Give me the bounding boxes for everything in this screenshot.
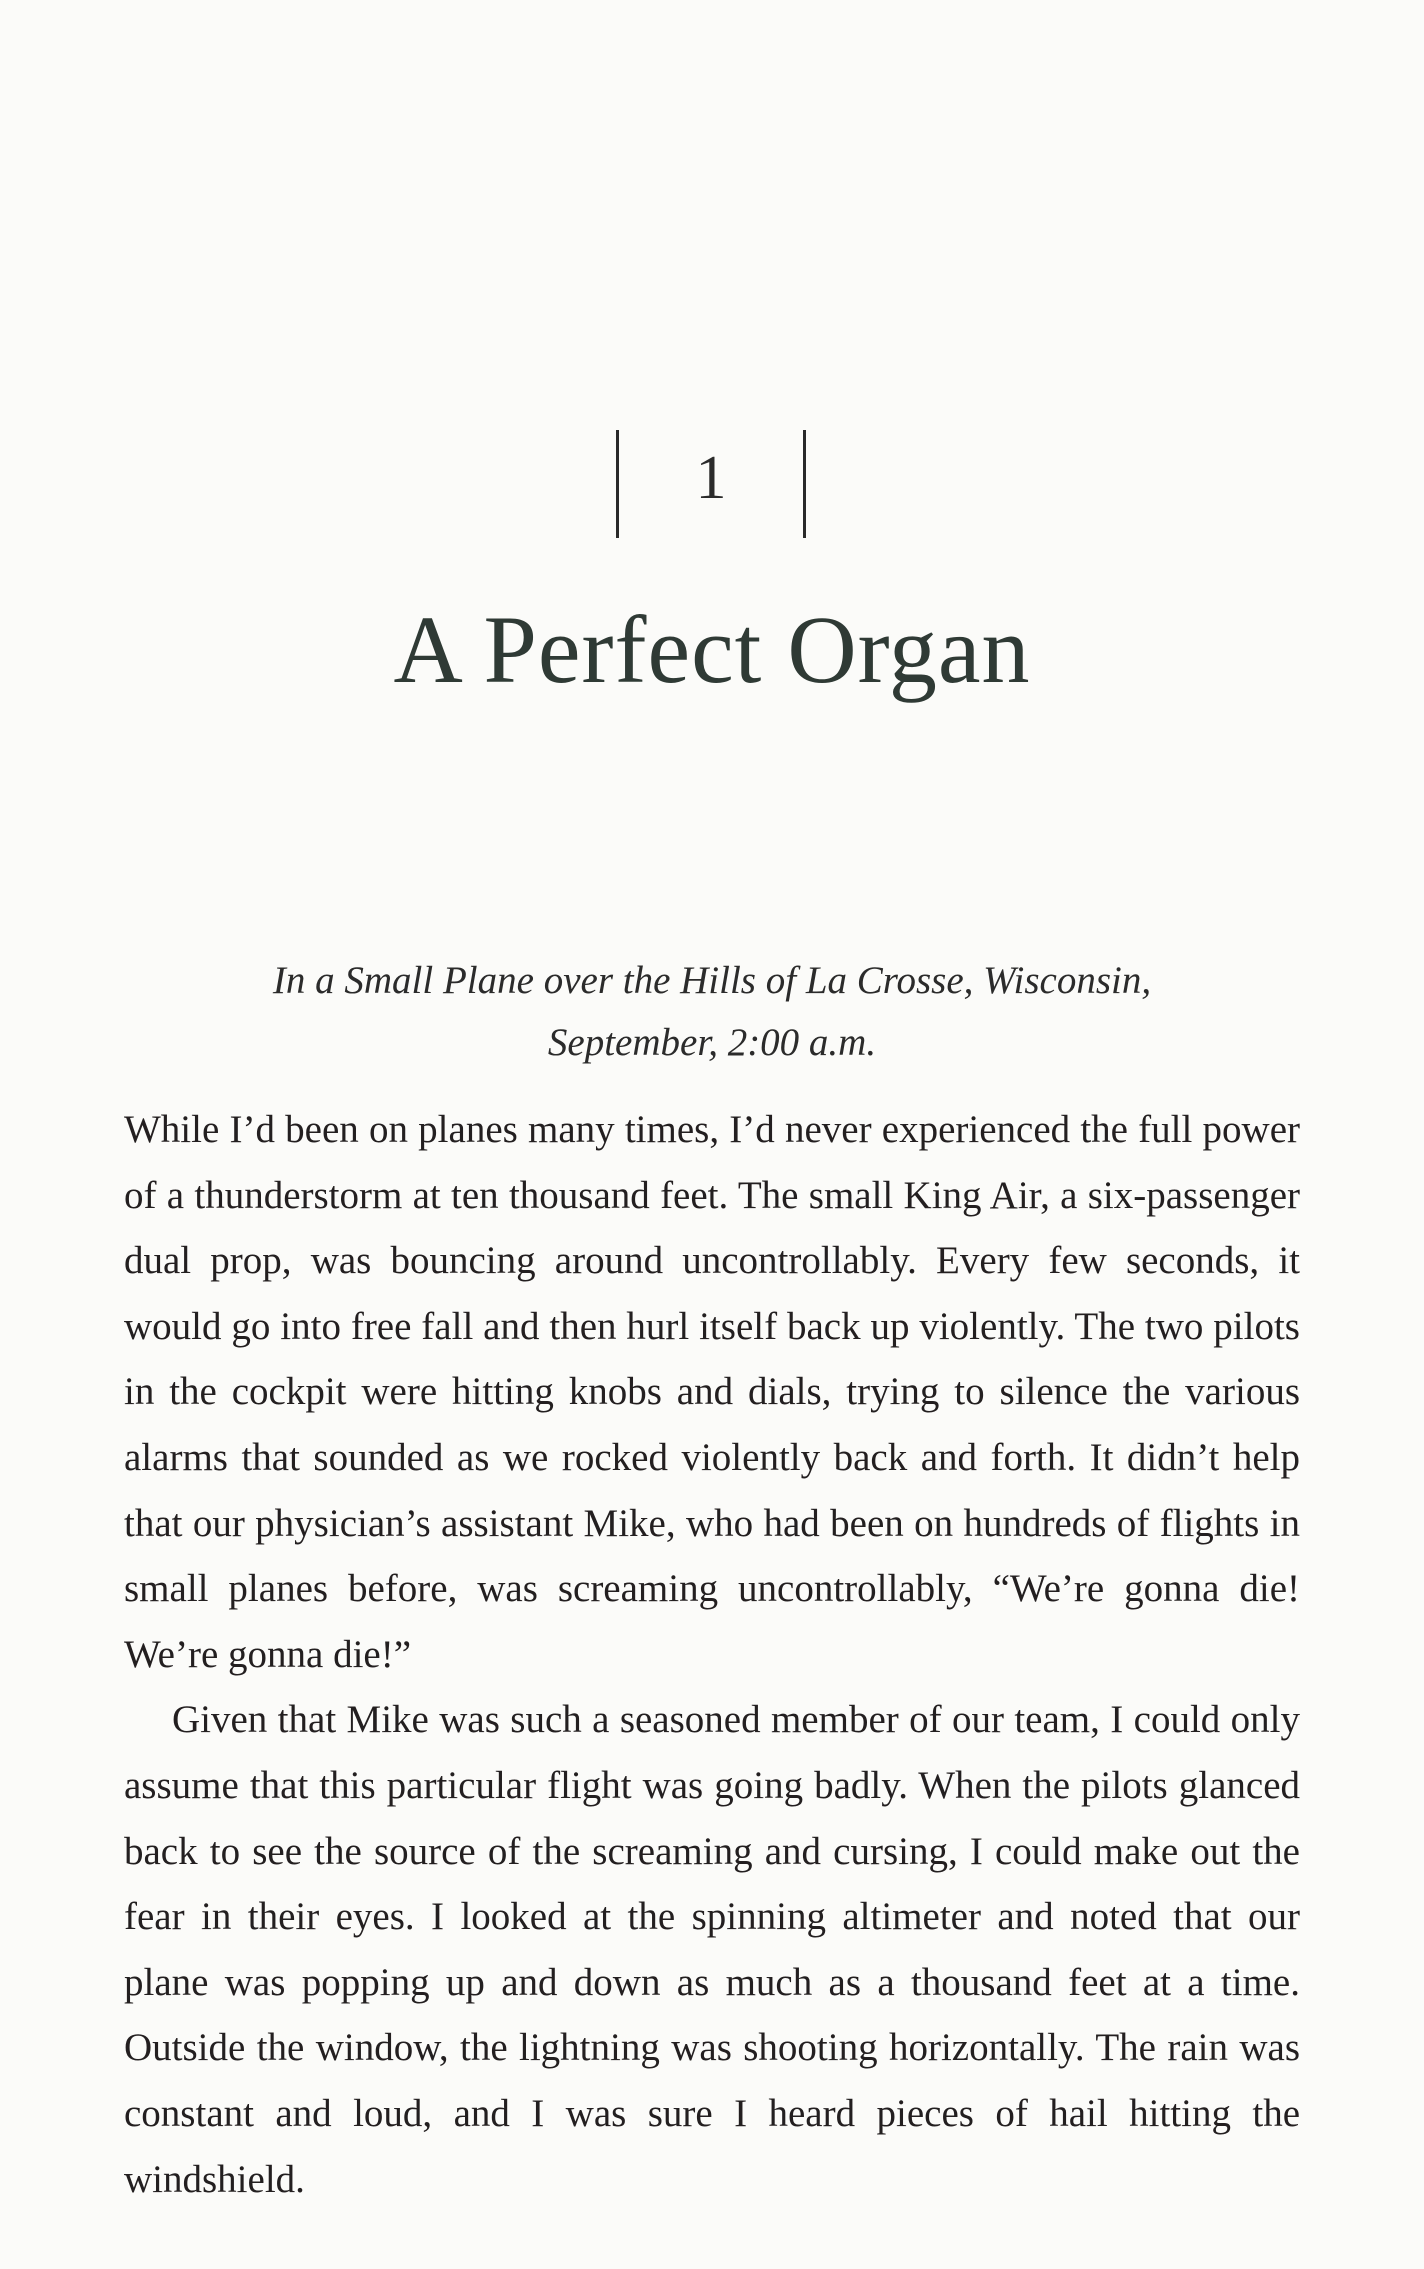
epigraph-line: September, 2:00 a.m.: [547, 1021, 877, 1064]
chapter-title: A Perfect Organ: [393, 596, 1031, 703]
body-text: [124, 1097, 1300, 2212]
paragraph: Given that Mike was such a seasoned member of our team, I could only assume that this particular flight was going badly. When the pilots glanced back to see the source of the screaming and cursing, I could make out the fear in their eyes. I looked at the spinning altimeter and noted that our plane was popping up and down as much as a thousand feet at a time. Outside the window, the lightning was shooting horizontally. The rain was constant and loud, and I was sure I heard pieces of hail hitting the windshield.: [124, 1698, 1300, 2201]
epigraph: [124, 950, 1300, 1074]
chapter-marker: [0, 430, 1424, 540]
epigraph-line: In a Small Plane over the Hills of La Crosse, Wisconsin,: [272, 959, 1152, 1002]
paragraph: While I’d been on planes many times, I’d never experienced the full power of a thunderstorm at ten thousand feet. The small King Air, a six-passenger dual prop, was bouncing around uncontrollably. Every few seconds, it would go into free fall and then hurl itself back up violently. The two pilots in the cockpit were hitting knobs and dials, trying to silence the various alarms that sounded as we rocked violently back and forth. It didn’t help that our physician’s assistant Mike, who had been on hundreds of flights in small planes before, was screaming uncontrollably, “We’re gonna die! We’re gonna die!”: [124, 1108, 1300, 1676]
chapter-rule-right: [803, 430, 806, 538]
chapter-number: 1: [695, 444, 727, 512]
